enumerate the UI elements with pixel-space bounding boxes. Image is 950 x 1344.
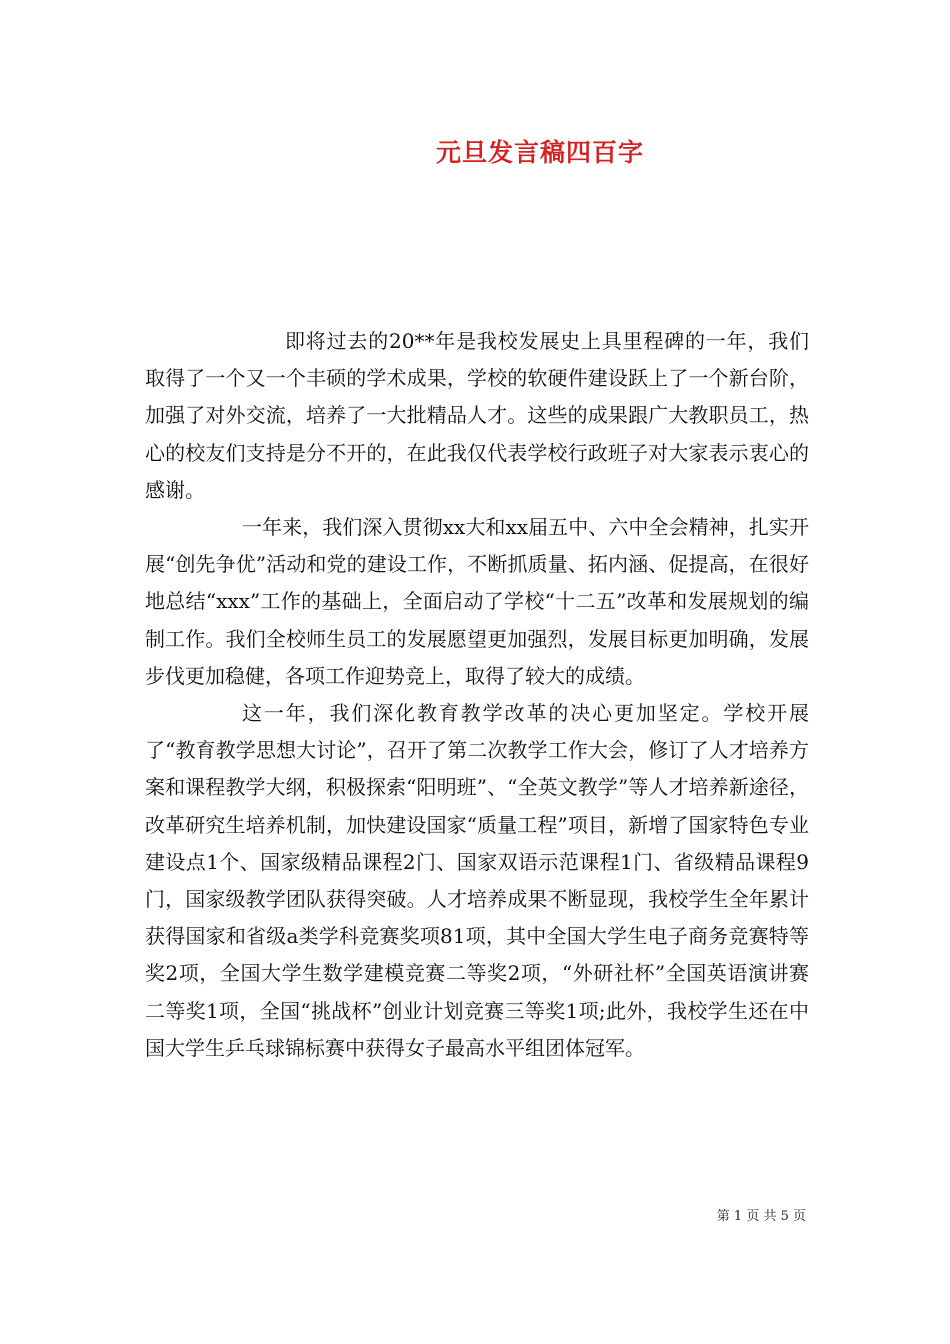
paragraph-2: 一年来，我们深入贯彻xx大和xx届五中、六中全会精神，扎实开展“创先争优”活动和党的建设工作，不断抓质量、拓内涵、促提高，在很好地总结“xxx”工作的基础上，全面启动了学校“十二五”改革和发展规划的编制工作。我们全校师生员工的发展愿望更加强烈，发展目标更加明确，发展步伐更加稳健，各项工作迎势竞上，取得了较大的成绩。 — [145, 515, 809, 688]
page-number: 第 1 页 共 5 页 — [716, 1209, 806, 1224]
document-title: 元旦发言稿四百字 — [435, 138, 644, 167]
document-body — [145, 323, 809, 1067]
paragraph-3: 这一年，我们深化教育教学改革的决心更加坚定。学校开展了“教育教学思想大讨论”，召开了第二次教学工作大会，修订了人才培养方案和课程教学大纲，积极探索“阳明班”、“全英文教学”等人才培养新途径，改革研究生培养机制，加快建设国家“质量工程”项目，新增了国家特色专业建设点1个、国家级精品课程2门、国家双语示范课程1门、省级精品课程9门，国家级教学团队获得突破。人才培养成果不断显现，我校学生全年累计获得国家和省级a类学科竞赛奖项81项，其中全国大学生电子商务竞赛特等奖2项，全国大学生数学建模竞赛二等奖2项，“外研社杯”全国英语演讲赛二等奖1项，全国“挑战杯”创业计划竞赛三等奖1项;此外，我校学生还在中国大学生乒乓球锦标赛中获得女子最高水平组团体冠军。 — [145, 701, 809, 1060]
paragraph-1: 即将过去的20**年是我校发展史上具里程碑的一年，我们取得了一个又一个丰硕的学术成果，学校的软硬件建设跃上了一个新台阶，加强了对外交流，培养了一大批精品人才。这些的成果跟广大教职员工，热心的校友们支持是分不开的，在此我仅代表学校行政班子对大家表示衷心的感谢。 — [145, 329, 809, 502]
